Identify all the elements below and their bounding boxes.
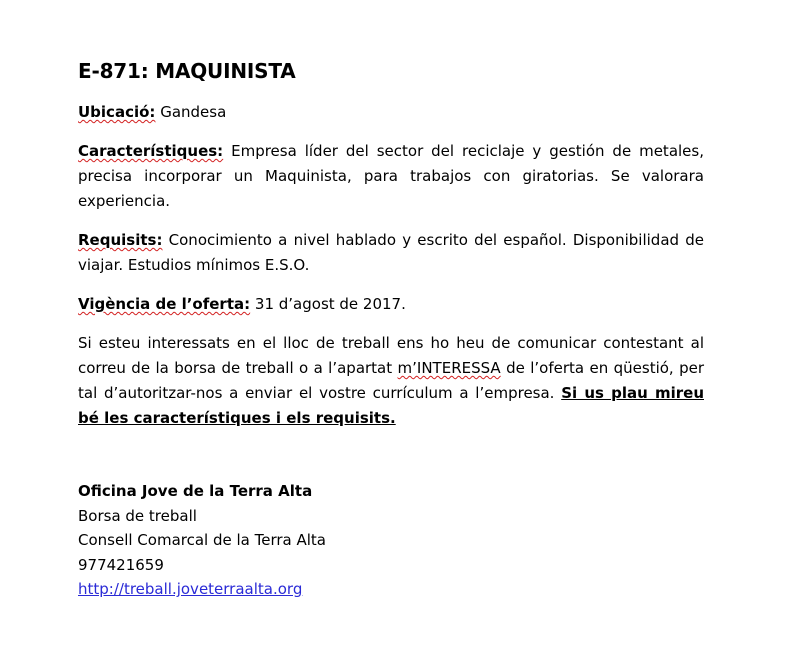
instructions-emphasis: Si us plau mireu bé les característiques i els requisits.	[78, 384, 704, 427]
characteristics-paragraph	[78, 139, 704, 214]
interest-keyword: m’INTERESSA	[397, 359, 501, 377]
contact-council: Consell Comarcal de la Terra Alta	[78, 531, 326, 549]
location-paragraph	[78, 100, 704, 125]
location-label: Ubicació:	[78, 103, 156, 121]
characteristics-label: Característiques:	[78, 142, 224, 160]
instructions-text-1: Si esteu interessats en el lloc de treball ens ho heu de comunicar contestant al correu de la borsa de treball o a l’apartat	[78, 334, 704, 377]
contact-block	[78, 479, 704, 602]
location-value: Gandesa	[160, 103, 227, 121]
characteristics-text: Empresa líder del sector del reciclaje y gestión de metales, precisa incorporar un Maquinista, para trabajos con giratorias. Se valorara experiencia.	[78, 142, 704, 210]
requirements-label: Requisits:	[78, 231, 163, 249]
contact-website-link[interactable]: http://treball.joveterraalta.org	[78, 580, 303, 598]
contact-organization: Oficina Jove de la Terra Alta	[78, 482, 313, 500]
requirements-text: Conocimiento a nivel hablado y escrito del español. Disponibilidad de viajar. Estudios mínimos E.S.O.	[78, 231, 704, 274]
requirements-paragraph	[78, 228, 704, 278]
offer-title: E-871: MAQUINISTA	[78, 59, 296, 83]
contact-department: Borsa de treball	[78, 506, 197, 525]
validity-paragraph	[78, 292, 704, 317]
instructions-text-2: de l’oferta en qüestió, per tal d’autoritzar-nos a enviar el vostre currículum a l’empresa.	[78, 359, 705, 402]
document-page	[78, 56, 704, 602]
instructions-paragraph	[78, 331, 704, 431]
contact-phone: 977421659	[78, 555, 164, 574]
validity-value: 31 d’agost de 2017.	[254, 295, 406, 313]
validity-label: Vigència de l’oferta:	[78, 295, 251, 313]
